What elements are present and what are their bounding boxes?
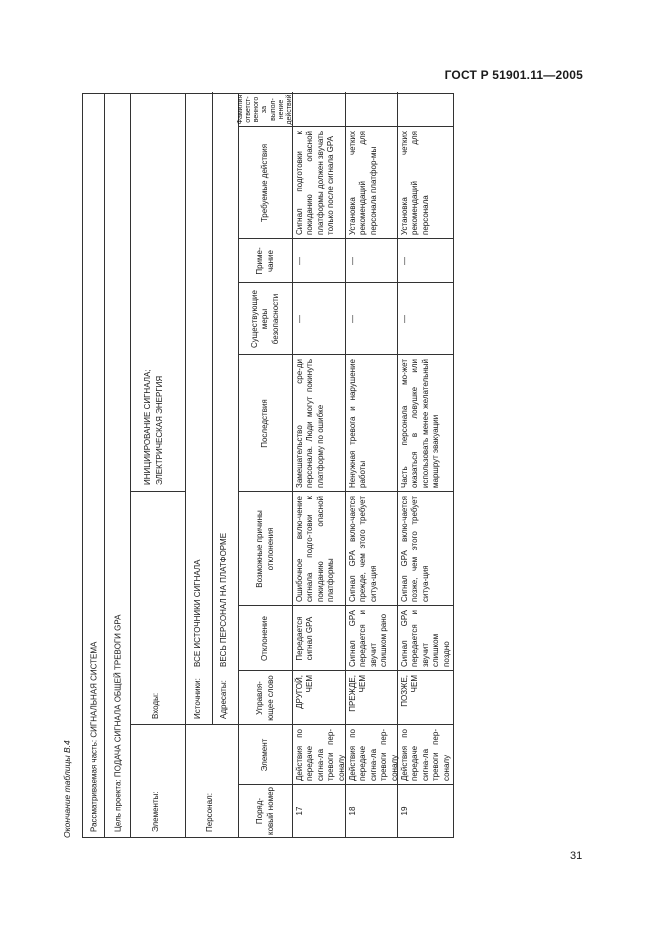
row-deviation: Сигнал GPA передается и звучит слишком поздно (400, 610, 451, 667)
header-number: Поряд-ковый номер (255, 787, 275, 835)
header-guide-word: Управля-ющее слово (255, 675, 275, 721)
system-line (83, 94, 105, 837)
header-required-actions: Требуемые действия (260, 143, 270, 223)
personnel-label: Персонал: (205, 793, 214, 832)
elements-label: Элементы: (151, 791, 160, 832)
row-element: Действия по передаче сигна-ла тревоги пер-соналу (400, 729, 451, 781)
system-label: Рассматриваемая часть: (89, 739, 99, 832)
sources-value: ВСЕ ИСТОЧНИКИ СИГНАЛА (193, 559, 202, 667)
addressees-label: Адресаты: (219, 680, 228, 719)
table-caption: Окончание таблицы В.4 (62, 740, 72, 838)
row-causes: Сигнал GPA вклю-чается прежде, чем этого требует ситуа-ция (348, 496, 378, 602)
project-value: ПОДАЧА СИГНАЛА ОБЩЕЙ ТРЕВОГИ GPA (113, 614, 123, 778)
row-responsible (345, 92, 397, 127)
inputs-label: Входы: (151, 692, 160, 719)
row-required-actions: Установка четких рекомендаций для персонала платфор-мы (348, 131, 378, 235)
row-note: — (348, 257, 357, 265)
header-element: Элемент (260, 738, 270, 772)
row-guide-word: ПРЕЖДЕ, ЧЕМ (348, 675, 368, 712)
row-number: 18 (348, 806, 357, 816)
row-note: — (295, 257, 304, 265)
document-title: ГОСТ Р 51901.11—2005 (444, 68, 583, 82)
addressees-value: ВЕСЬ ПЕРСОНАЛ НА ПЛАТФОРМЕ (219, 532, 228, 667)
inputs-value-2: ЭЛЕКТРИЧЕСКАЯ ЭНЕРГИЯ (155, 375, 164, 485)
inputs-value-1: ИНИЦИИРОВАНИЕ СИГНАЛА; (143, 369, 152, 485)
row-deviation: Передается сигнал GPA (295, 616, 315, 661)
row-element: Действия по передаче сигна-ла тревоги пер-соналу (348, 729, 399, 781)
header-consequences: Последствия (260, 399, 270, 448)
page-number: 31 (570, 850, 583, 862)
system-value: СИГНАЛЬНАЯ СИСТЕМА (89, 641, 99, 738)
row-guide-word: ПОЗЖЕ, ЧЕМ (400, 675, 420, 707)
personnel-line (186, 94, 239, 837)
row-required-actions: Установка четких рекомендаций для персонала (400, 131, 430, 235)
row-required-actions: Сигнал подготовки к покиданию опасной платформы должен звучать только после сигнала GPA (295, 131, 336, 235)
row-causes: Ошибочное вклю-чение сигнала подго-товки к покиданию опасной платформы (295, 496, 336, 602)
row-guide-word: ДРУГОЙ, ЧЕМ (295, 675, 315, 709)
row-causes: Сигнал GPA вклю-чается позже, чем этого требует ситуа-ция (400, 496, 430, 602)
header-safety-measures: Существующие меры безопасности (249, 290, 280, 348)
row-note: — (400, 257, 409, 265)
row-consequences: Замешательство сре-ди персонала. Люди могут покинуть платформу по ошибке (295, 359, 325, 488)
project-line (105, 94, 131, 837)
project-label: Цель проекта: (113, 779, 123, 832)
row-number: 17 (295, 806, 304, 816)
header-responsible: Фамилия ответст-венного за выпол-нение действий (237, 94, 293, 125)
elements-line (131, 94, 186, 837)
row-safety-measures: — (348, 315, 357, 323)
header-deviation: Отклонение (260, 616, 270, 661)
row-number: 19 (400, 806, 409, 816)
row-consequences: Часть персонала мо-жет оказаться в ловушке или использовать менее желательный маршрут эвакуации (400, 359, 441, 488)
rotated-table-area (58, 93, 454, 838)
hazop-table (82, 93, 454, 838)
row-safety-measures: — (400, 315, 409, 323)
row-responsible (397, 92, 454, 127)
row-consequences: Ненужная тревога и нарушение работы (348, 359, 368, 488)
header-note: Приме-чание (255, 247, 275, 275)
sources-label: Источники: (193, 678, 202, 719)
row-safety-measures: — (295, 315, 304, 323)
row-responsible (292, 92, 345, 127)
row-deviation: Сигнал GPA передается и звучит слишком рано (348, 610, 389, 667)
row-element: Действия по передаче сигна-ла тревоги пер-соналу (295, 729, 346, 781)
header-causes: Возможные причины отклонения (255, 510, 275, 588)
